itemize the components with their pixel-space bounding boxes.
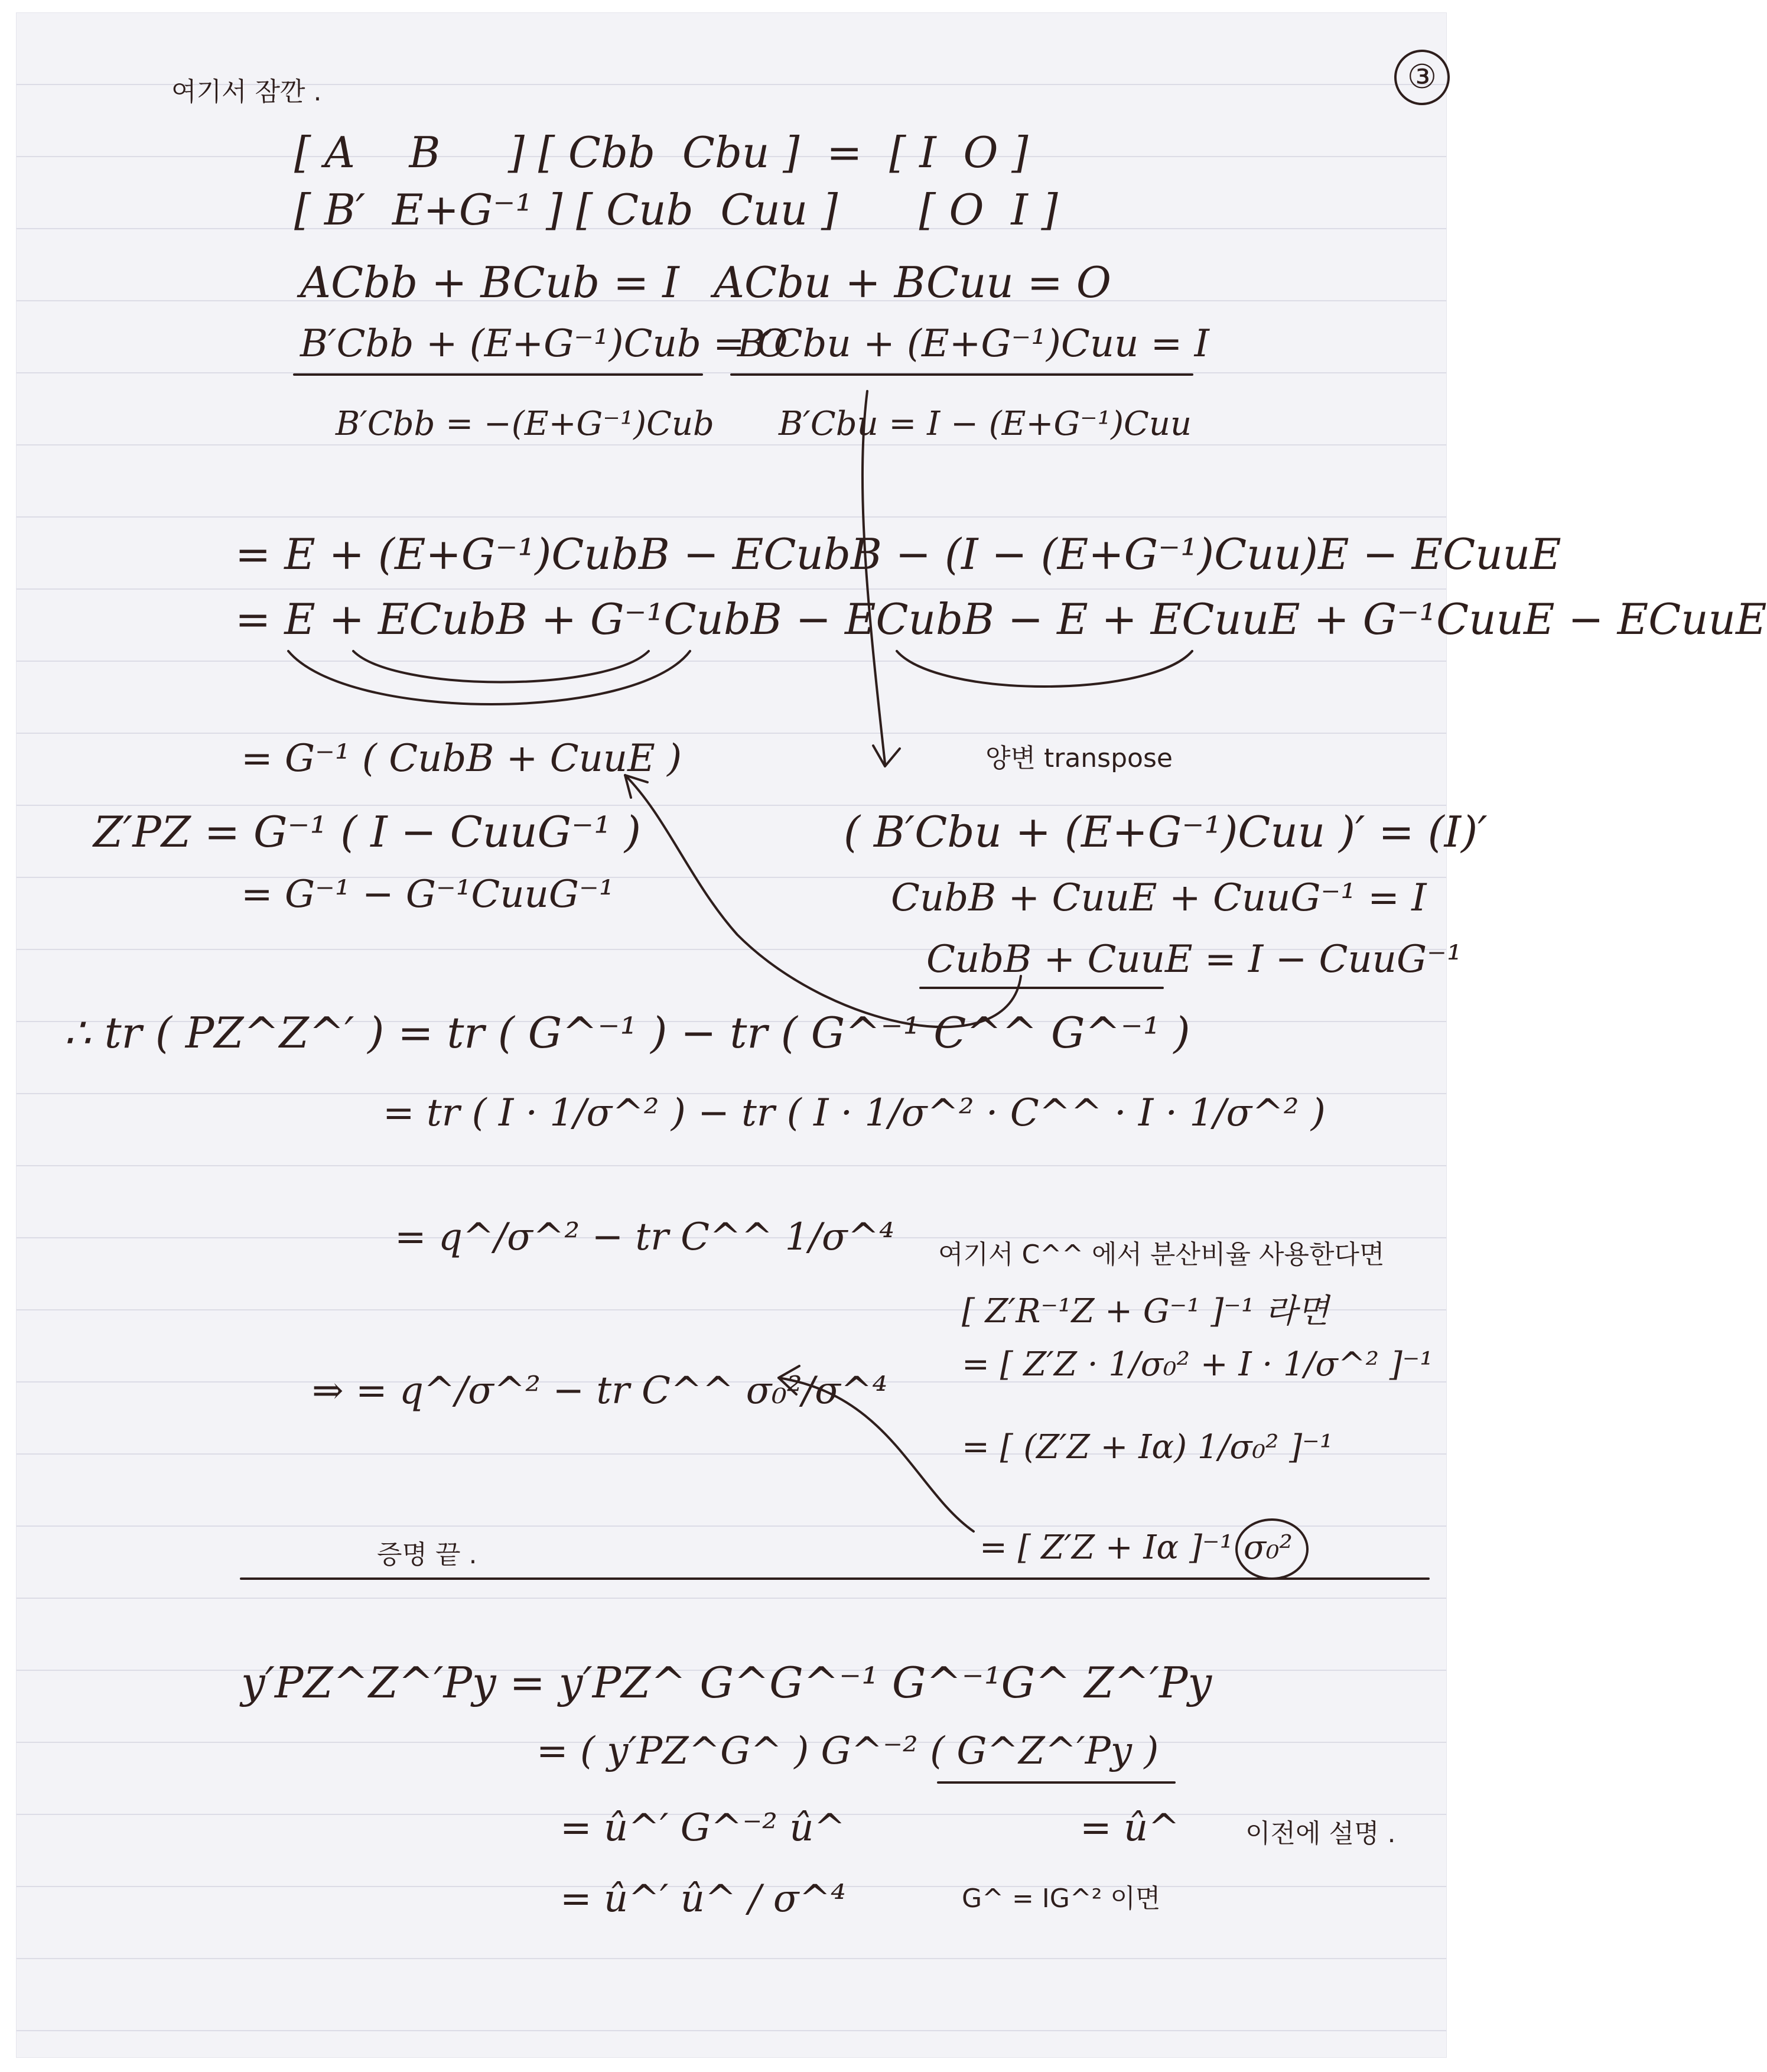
bottom-line-4: = û^′ û^ / σ^⁴ xyxy=(560,1877,846,1921)
transpose-arrow-head xyxy=(873,746,900,766)
block-matrix-equation: [ A B ] [ Cbb Cbu ] = [ I O ] [ B′ E+G⁻¹ ] [ Cub Cuu ] [ O I ] xyxy=(294,128,1058,235)
side-line-1: [ Z′R⁻¹Z + G⁻¹ ]⁻¹ 라면 xyxy=(962,1292,1329,1331)
bottom-line-1: y′PZ^Z^′Py = y′PZ^ G^G^⁻¹ G^⁻¹G^ Z^′Py xyxy=(241,1658,1212,1707)
page-number: ③ xyxy=(1394,50,1450,105)
intro-note: 여기서 잠깐 . xyxy=(171,77,322,107)
cancel-arc-1 xyxy=(288,651,690,704)
side-line-2: = [ Z′Z · 1/σ₀² + I · 1/σ^² ]⁻¹ xyxy=(962,1345,1433,1384)
trace-line-2: = tr ( I · 1/σ^² ) − tr ( I · 1/σ^² · C^^ · I · 1/σ^² ) xyxy=(383,1091,1326,1135)
cancel-arc-3 xyxy=(897,651,1192,687)
transpose-line-3: CubB + CuuE = I − CuuG⁻¹ xyxy=(926,938,1462,981)
bottom-line-2: = ( y′PZ^G^ ) G^⁻² ( G^Z^′Py ) xyxy=(536,1729,1159,1773)
variance-ratio-note: 여기서 C^^ 에서 분산비율 사용한다면 xyxy=(938,1240,1385,1270)
proof-end-note: 증명 끝 . xyxy=(377,1540,477,1570)
derivation-line-3: = G⁻¹ ( CubB + CuuE ) xyxy=(241,737,682,780)
equation-bcbu: B′Cbu + (E+G⁻¹)Cuu = I xyxy=(737,322,1209,366)
transpose-line-1: ( B′Cbu + (E+G⁻¹)Cuu )′ = (I)′ xyxy=(844,807,1488,857)
notebook-page xyxy=(17,13,1767,2057)
equation-acbu: ACbu + BCuu = O xyxy=(714,258,1111,307)
explain-before-note: 이전에 설명 . xyxy=(1245,1819,1396,1849)
equation-bcbb-solved: B′Cbb = −(E+G⁻¹)Cub xyxy=(336,405,714,443)
transpose-note: 양변 transpose xyxy=(985,743,1173,773)
derivation-line-2: = E + ECubB + G⁻¹CubB − ECubB − E + ECuuE + G⁻¹CuuE − ECuuE xyxy=(235,594,1767,644)
trace-line-4: ⇒ = q^/σ^² − tr C^^ σ₀²/σ^⁴ xyxy=(312,1369,888,1413)
transpose-line-2: CubB + CuuE + CuuG⁻¹ = I xyxy=(891,876,1427,920)
bottom-line-3: = û^′ G^⁻² û^ xyxy=(560,1806,846,1850)
derivation-line-5: = G⁻¹ − G⁻¹CuuG⁻¹ xyxy=(241,873,614,916)
bottom-line-3-right: = û^ xyxy=(1080,1806,1180,1850)
equation-acbb: ACbb + BCub = I xyxy=(300,258,679,307)
cancel-arc-2 xyxy=(353,651,649,682)
equation-bcbb: B′Cbb + (E+G⁻¹)Cub = O xyxy=(300,322,788,366)
equation-bcbu-solved: B′Cbu = I − (E+G⁻¹)Cuu xyxy=(779,405,1192,443)
side-line-4: = [ Z′Z + Iα ]⁻¹ σ₀² xyxy=(980,1528,1293,1567)
trace-line-1: ∴ tr ( PZ^Z^′ ) = tr ( G^⁻¹ ) − tr ( G^⁻¹ C^^ G^⁻¹ ) xyxy=(64,1008,1190,1058)
trace-line-3: = q^/σ^² − tr C^^ 1/σ^⁴ xyxy=(395,1215,894,1259)
g-condition-note: G^ = IG^² 이면 xyxy=(962,1884,1161,1914)
side-line-3: = [ (Z′Z + Iα) 1/σ₀² ]⁻¹ xyxy=(962,1428,1333,1466)
derivation-zpz: Z′PZ = G⁻¹ ( I − CuuG⁻¹ ) xyxy=(93,807,641,857)
derivation-line-1: = E + (E+G⁻¹)CubB − ECubB − (I − (E+G⁻¹)Cuu)E − ECuuE xyxy=(235,529,1561,579)
